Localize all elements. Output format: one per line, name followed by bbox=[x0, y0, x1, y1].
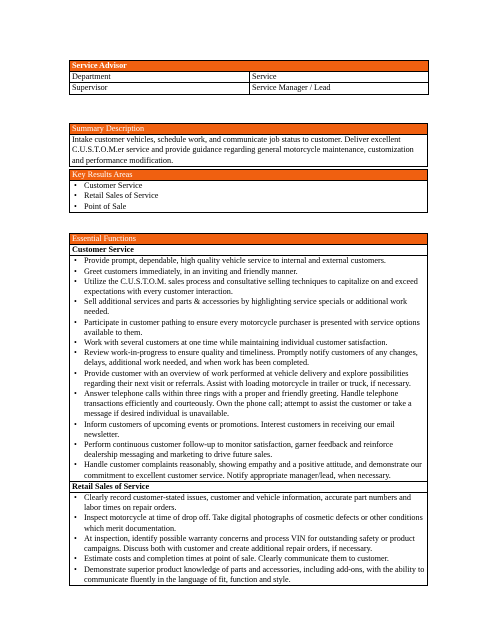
list-item: • Inspect motorcycle at time of drop off. Take digital photographs of cosmetic defects or other conditions which merit documentation. bbox=[72, 513, 425, 533]
list-item: • Demonstrate superior product knowledge of parts and accessories, including add-ons, with the ability to communicate fluently in the language of fit, function and style. bbox=[72, 565, 425, 585]
list-item: • Provide prompt, dependable, high quality vehicle service to internal and external customers. bbox=[72, 256, 425, 266]
department-label: Department bbox=[70, 72, 250, 83]
section-title-customer-service: Customer Service bbox=[70, 245, 428, 256]
list-item: • Work with several customers at one time while maintaining individual customer satisfaction. bbox=[72, 338, 425, 348]
list-item: • Handle customer complaints reasonably, showing empathy and a positive attitude, and demonstrate our commitment to excellent customer service. Notify appropriate manager/lead, when necessary. bbox=[72, 460, 425, 480]
list-item: • Customer Service bbox=[72, 181, 425, 191]
list-item: • Retail Sales of Service bbox=[72, 191, 425, 201]
summary-heading: Summary Description bbox=[70, 124, 428, 135]
retail-sales-list bbox=[72, 493, 425, 585]
supervisor-value: Service Manager / Lead bbox=[250, 83, 429, 94]
list-item: • Answer telephone calls within three rings with a proper and friendly greeting. Handle telephone transactions efficiently and courteously. Own the phone call; attempt to assist the customer or take a message if desired individual is unavailable. bbox=[72, 389, 425, 420]
customer-service-cell bbox=[70, 256, 428, 481]
list-item: • Utilize the C.U.S.T.O.M. sales process and consultative selling techniques to capitalize on and exceed expectations with every customer interaction. bbox=[72, 277, 425, 297]
key-results-table bbox=[69, 169, 428, 213]
summary-table bbox=[69, 123, 428, 167]
list-item: • Provide customer with an overview of work performed at vehicle delivery and explore possibilities regarding their next visit or referrals. Assist with loading motorcycle in trailer or truck, if necessary. bbox=[72, 369, 425, 389]
list-item: • Greet customers immediately, in an inviting and friendly manner. bbox=[72, 267, 425, 277]
supervisor-row bbox=[70, 83, 429, 94]
list-item: • Inform customers of upcoming events or promotions. Interest customers in receiving our email newsletter. bbox=[72, 420, 425, 440]
job-title: Service Advisor bbox=[70, 61, 429, 72]
list-item: • Point of Sale bbox=[72, 202, 425, 212]
retail-sales-cell bbox=[70, 493, 428, 586]
section-title-retail-sales: Retail Sales of Service bbox=[70, 481, 428, 492]
list-item: • Clearly record customer-stated issues, customer and vehicle information, accurate part numbers and labor times on repair orders. bbox=[72, 493, 425, 513]
summary-text: Intake customer vehicles, schedule work, and communicate job status to customer. Deliver excellent C.U.S.T.O.M.er service and provide guidance regarding general motorcycle maintenance, customization and performance modification. bbox=[70, 135, 428, 167]
essential-heading: Essential Functions bbox=[70, 234, 428, 245]
customer-service-list bbox=[72, 256, 425, 480]
list-item: • At inspection, identify possible warranty concerns and process VIN for outstanding safety or product campaigns. Discuss both with customer and create additional repair orders, if necessary. bbox=[72, 534, 425, 554]
list-item: • Review work-in-progress to ensure quality and timeliness. Promptly notify customers of any changes, delays, additional work needed, and when work has been completed. bbox=[72, 348, 425, 368]
essential-functions-table bbox=[69, 233, 428, 586]
job-title-table bbox=[69, 60, 429, 95]
department-row bbox=[70, 72, 429, 83]
key-results-heading: Key Results Areas bbox=[70, 170, 428, 181]
key-results-cell bbox=[70, 181, 428, 213]
list-item: • Perform continuous customer follow-up to monitor satisfaction, garner feedback and reinforce dealership messaging and marketing to drive future sales. bbox=[72, 440, 425, 460]
list-item: • Sell additional services and parts & accessories by highlighting service specials or additional work needed. bbox=[72, 297, 425, 317]
list-item: • Participate in customer pathing to ensure every motorcycle purchaser is presented with service options available to them. bbox=[72, 318, 425, 338]
supervisor-label: Supervisor bbox=[70, 83, 250, 94]
list-item: • Estimate costs and completion times at point of sale. Clearly communicate them to customer. bbox=[72, 554, 425, 564]
key-results-list bbox=[72, 181, 425, 212]
department-value: Service bbox=[250, 72, 429, 83]
